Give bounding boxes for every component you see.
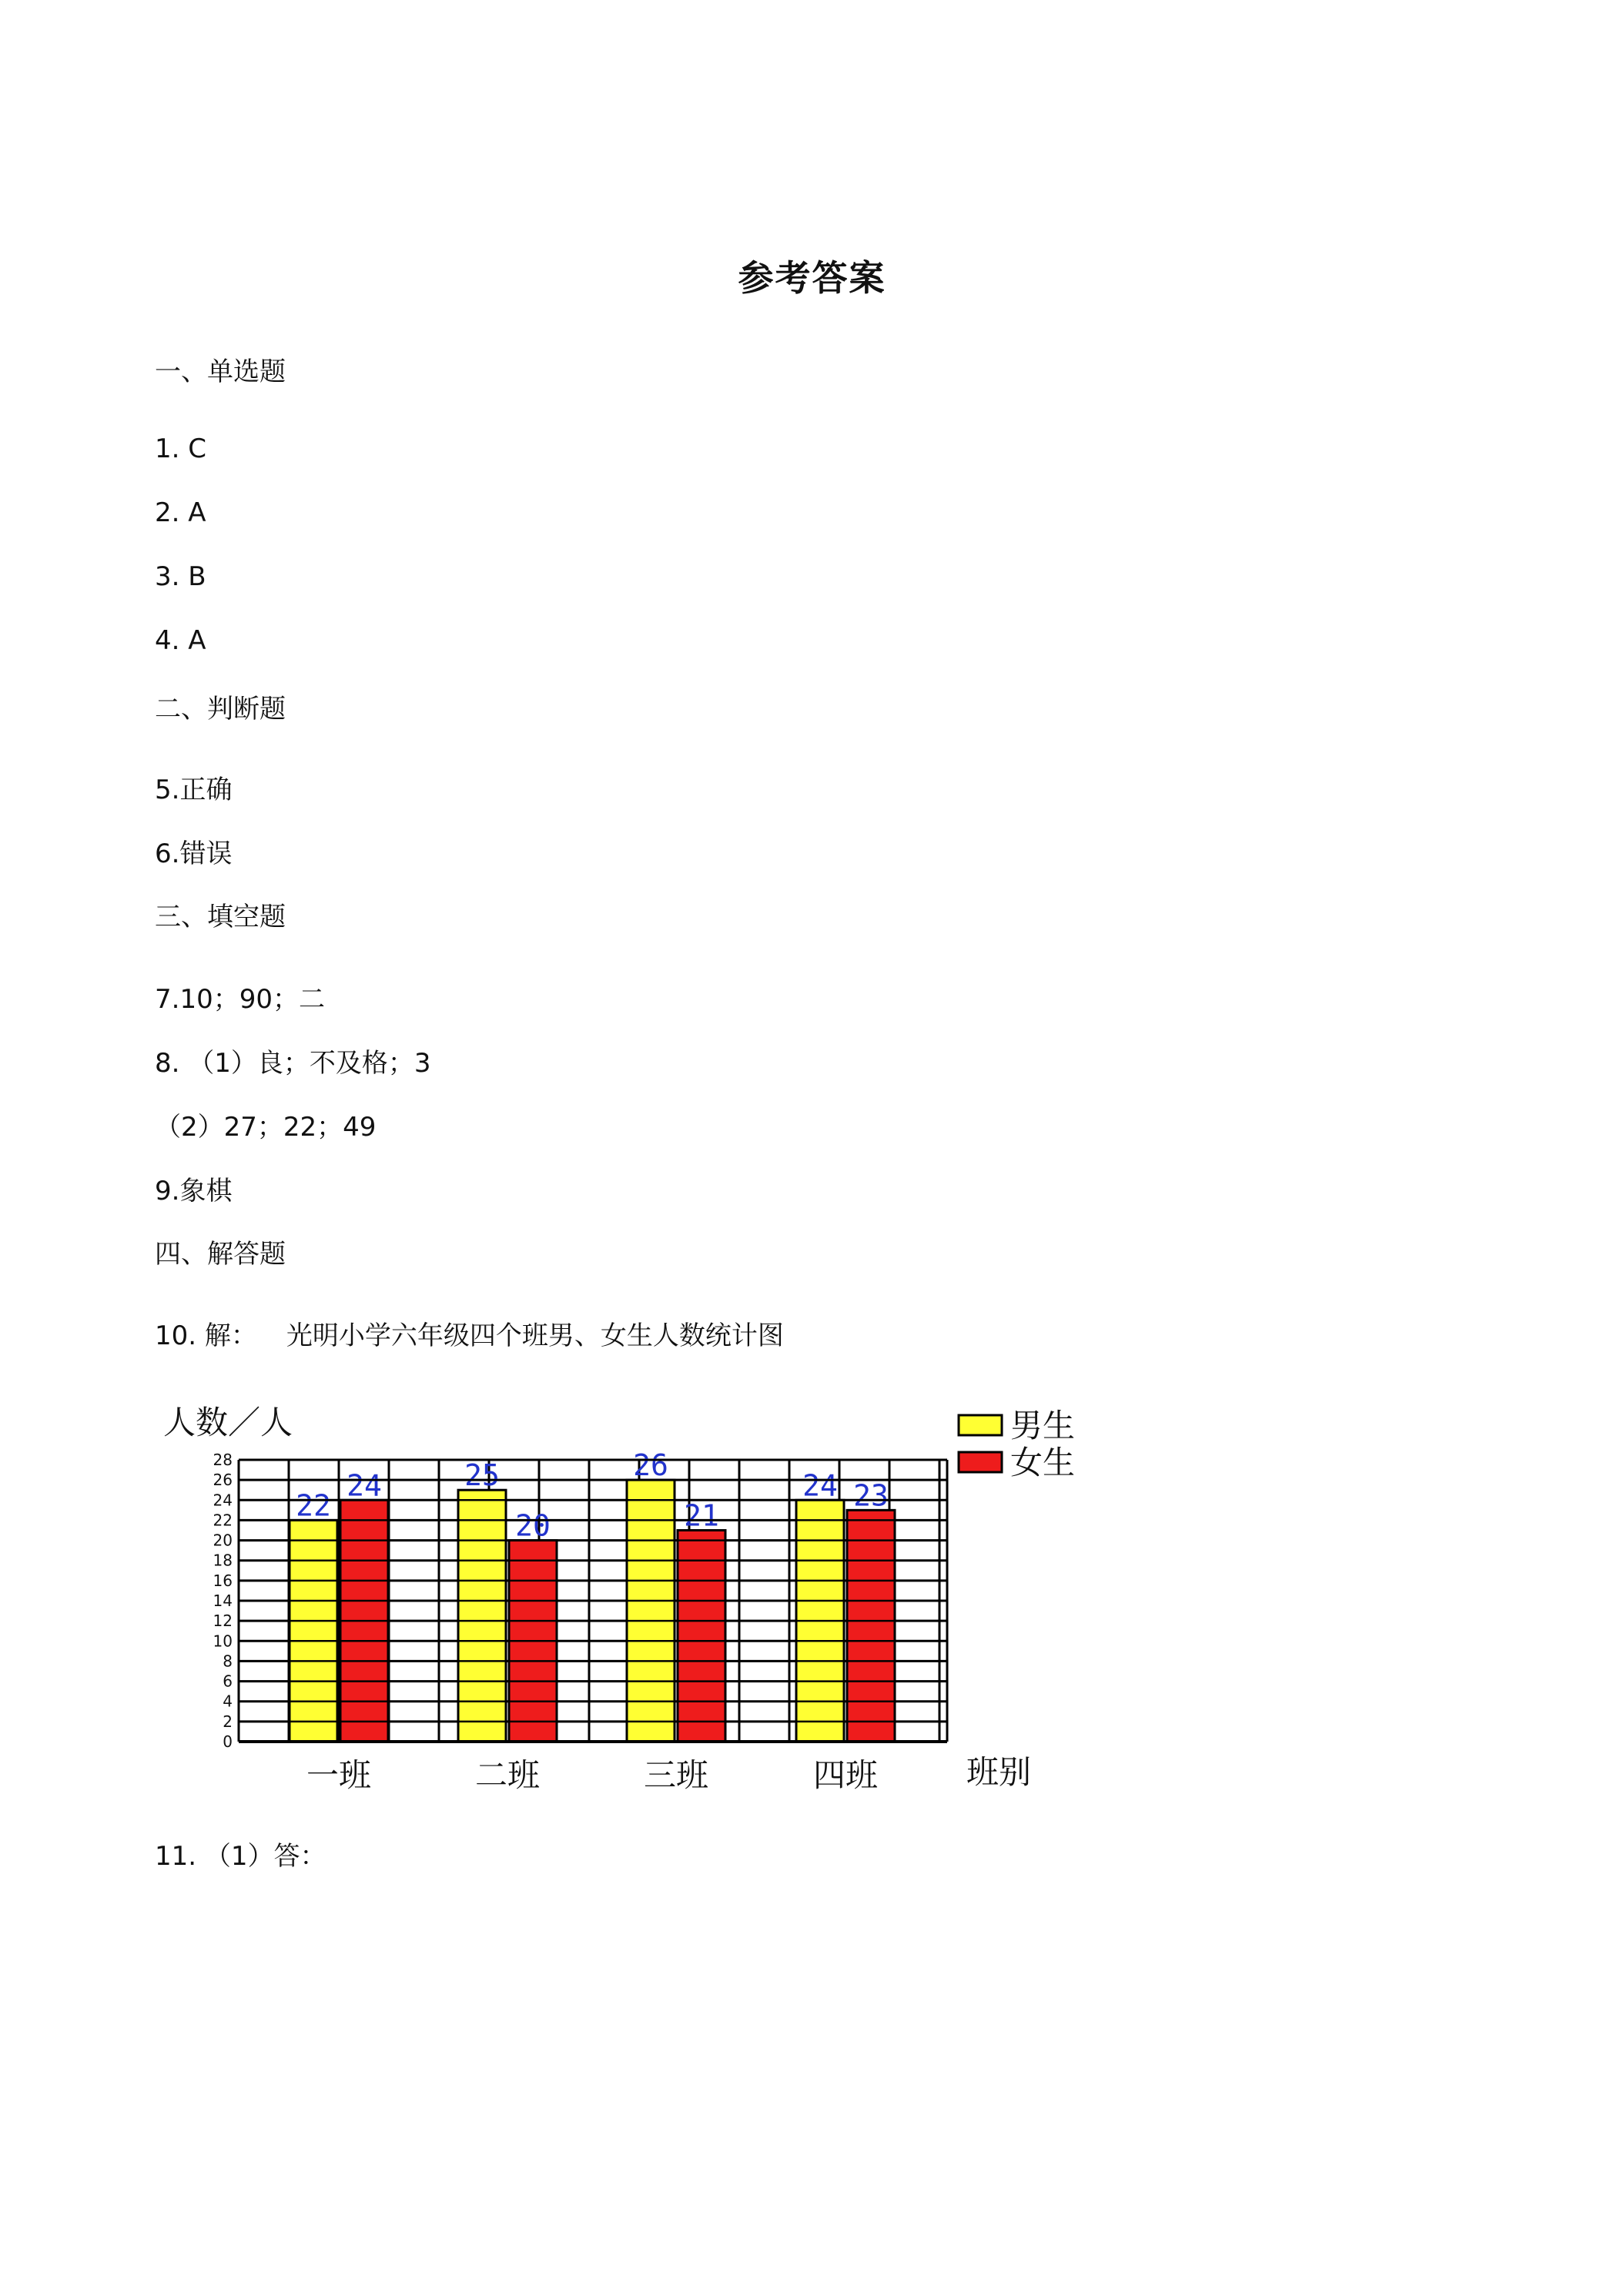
- legend-label: 男生: [1010, 1407, 1076, 1444]
- data-label: 21: [684, 1498, 719, 1533]
- section-heading-single-choice: 一、单选题: [155, 356, 286, 387]
- answer-6: 6.错误: [155, 838, 233, 869]
- answer-11: 11. （1）答：: [155, 1841, 326, 1872]
- y-tick-label: 28: [213, 1451, 233, 1469]
- data-label: 24: [347, 1468, 382, 1503]
- answer-2: 2. A: [155, 497, 206, 528]
- data-label: 26: [633, 1448, 668, 1483]
- answer-5: 5.正确: [155, 775, 233, 805]
- answer-10-label: 10. 解：: [155, 1320, 257, 1351]
- legend-swatch: [959, 1452, 1002, 1472]
- answer-3: 3. B: [155, 561, 206, 592]
- data-label: 23: [853, 1478, 889, 1513]
- x-tick-label: 一班: [306, 1756, 372, 1794]
- bar-male: [458, 1490, 506, 1742]
- y-tick-label: 0: [223, 1732, 233, 1751]
- legend-swatch: [959, 1415, 1002, 1435]
- section-heading-true-false: 二、判断题: [155, 694, 286, 725]
- y-axis-ticks: [213, 1451, 233, 1751]
- answer-8-part-2: （2）27；22；49: [155, 1112, 377, 1143]
- answer-1: 1. C: [155, 433, 206, 464]
- x-axis-categories: [306, 1756, 878, 1794]
- answer-7: 7.10；90；二: [155, 984, 325, 1015]
- y-tick-label: 12: [213, 1612, 233, 1631]
- y-tick-label: 10: [213, 1632, 233, 1651]
- data-label: 22: [296, 1488, 331, 1523]
- y-tick-label: 20: [213, 1531, 233, 1550]
- chart-legend: [959, 1407, 1075, 1481]
- bar-chart: [154, 1394, 1109, 1825]
- data-label: 20: [515, 1508, 551, 1543]
- section-heading-fill-in: 三、填空题: [155, 902, 286, 932]
- y-tick-label: 18: [213, 1551, 233, 1570]
- x-tick-label: 四班: [812, 1756, 879, 1794]
- answer-8-part-1: 8. （1）良；不及格；3: [155, 1048, 431, 1079]
- y-tick-label: 24: [213, 1491, 233, 1510]
- bar-female: [678, 1531, 725, 1742]
- legend-label: 女生: [1010, 1444, 1076, 1481]
- y-tick-label: 2: [223, 1712, 233, 1731]
- chart-caption: 光明小学六年级四个班男、女生人数统计图: [286, 1320, 784, 1351]
- y-tick-label: 22: [213, 1511, 233, 1530]
- y-axis-label: 人数／人: [163, 1404, 293, 1441]
- data-label: 24: [802, 1468, 838, 1503]
- page-title: 参考答案: [738, 257, 886, 299]
- y-tick-label: 6: [223, 1672, 233, 1691]
- data-label: 25: [464, 1458, 500, 1493]
- y-tick-label: 16: [213, 1571, 233, 1590]
- y-tick-label: 4: [223, 1692, 233, 1711]
- section-heading-solve: 四、解答题: [155, 1239, 286, 1270]
- answer-4: 4. A: [155, 625, 206, 656]
- answer-9: 9.象棋: [155, 1176, 233, 1207]
- y-tick-label: 26: [213, 1471, 233, 1490]
- x-tick-label: 二班: [474, 1756, 541, 1794]
- y-tick-label: 8: [223, 1652, 233, 1671]
- bar-male: [627, 1480, 675, 1742]
- x-tick-label: 三班: [643, 1756, 709, 1794]
- bar-male: [290, 1520, 337, 1742]
- answer-10: [155, 1314, 784, 1352]
- bar-female: [847, 1510, 895, 1742]
- x-axis-label: 班别: [966, 1753, 1032, 1791]
- y-tick-label: 14: [213, 1591, 233, 1610]
